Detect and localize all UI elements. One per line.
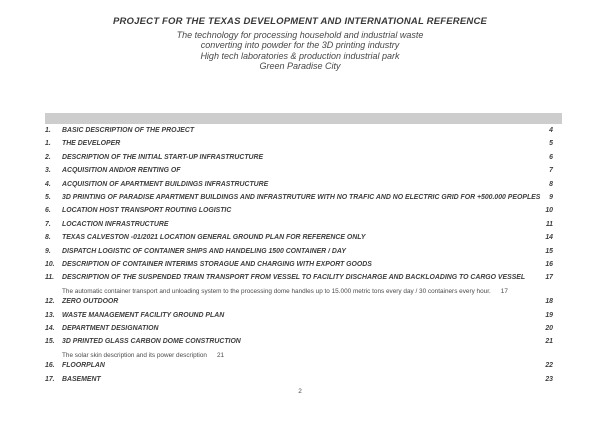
document-title: PROJECT FOR THE TEXAS DEVELOPMENT AND INTERNATIONAL REFERENCE: [112, 16, 488, 27]
subtitle-line: Green Paradise City: [259, 60, 341, 71]
toc-item-title: DESCRIPTION OF THE SUSPENDED TRAIN TRANSPORT FROM VESSEL TO FACILITY DISCHARGE AND BACKLOADING TO CARGO VESSEL: [62, 274, 526, 282]
toc-row: [45, 312, 553, 325]
toc-row: [45, 154, 553, 167]
toc-row: [45, 234, 553, 247]
document-header: [0, 16, 600, 71]
toc-item-title: LOCATION HOST TRANSPORT ROUTING LOGISTIC: [62, 207, 232, 215]
toc-item-title: DISPATCH LOGISTIC OF CONTAINER SHIPS AND HANDELING 1500 CONTAINER / DAY: [62, 247, 346, 255]
toc-row: [45, 167, 553, 180]
toc-item-title: DEPARTMENT DESIGNATION: [62, 325, 159, 333]
toc-note-text: The solar skin description and its power description: [62, 351, 207, 359]
toc-item-number: 1.: [45, 140, 51, 148]
toc-row: [45, 221, 553, 234]
toc-item-number: 2.: [45, 153, 51, 161]
toc-item-page: 10: [545, 207, 553, 215]
toc-item-page: 16: [545, 260, 553, 268]
subtitle-line: High tech laboratories & production industrial park: [200, 50, 400, 61]
subtitle-line: converting into powder for the 3D printing industry: [200, 40, 400, 51]
toc-row: [45, 207, 553, 220]
toc-item-page: 21: [545, 338, 553, 346]
toc-item-title: ACQUISITION OF APARTMENT BUILDINGS INFRASTRUCTURE: [62, 180, 269, 188]
toc-item-title: 3D PRINTED GLASS CARBON DOME CONSTRUCTION: [62, 338, 241, 346]
toc-item-number: 8.: [45, 234, 51, 242]
toc-item-page: 17: [545, 274, 553, 282]
toc-item-page: 15: [545, 247, 553, 255]
toc-row: [45, 325, 553, 338]
divider-band: [45, 113, 562, 124]
toc-item-title: ZERO OUTDOOR: [62, 298, 119, 306]
toc-item-number: 14.: [45, 325, 55, 333]
toc-item-number: 4.: [45, 180, 51, 188]
toc-row: [45, 261, 553, 274]
subtitle-line: The technology for processing household and industrial waste: [176, 30, 424, 40]
toc-item-page: 19: [545, 311, 553, 319]
toc-row: [45, 274, 553, 287]
toc-row: [45, 194, 553, 207]
toc-item-number: 12.: [45, 298, 55, 306]
toc-item-title: LOCACTION INFRASTRUCTURE: [62, 220, 169, 228]
footer-page-number: 2: [298, 388, 302, 395]
toc-item-number: 9.: [45, 247, 51, 255]
toc-item-title: WASTE MANAGEMENT FACILITY GROUND PLAN: [62, 311, 225, 319]
toc-item-page: 23: [545, 375, 553, 383]
toc-item-page: 18: [545, 298, 553, 306]
toc-item-page: 6: [549, 153, 553, 161]
toc-item-number: 10.: [45, 260, 55, 268]
toc-item-title: DESCRIPTION OF THE INITIAL START-UP INFRASTRUCTURE: [62, 153, 264, 161]
toc-row: [45, 298, 553, 311]
toc-item-title: FLOORPLAN: [62, 362, 105, 370]
toc-row: [45, 181, 553, 194]
toc-item-number: 3.: [45, 167, 51, 175]
toc-item-page: 22: [545, 362, 553, 370]
toc-item-number: 1.: [45, 127, 51, 134]
toc-item-title: TEXAS CALVESTON -01/2021 LOCATION GENERAL GROUND PLAN FOR REFERENCE ONLY: [62, 234, 366, 242]
toc-note-page: 21: [216, 351, 225, 359]
toc-item-number: 15.: [45, 338, 55, 346]
toc-item-number: 16.: [45, 362, 55, 370]
toc-item-number: 13.: [45, 311, 55, 319]
toc-item-title: 3D PRINTING OF PARADISE APARTMENT BUILDINGS AND INFRASTRUTURE WITH NO TRAFIC AND NO ELECTRIC GRID FOR +500.000 PEOPLES: [62, 193, 541, 201]
toc-item-page: 14: [545, 234, 553, 242]
toc-row: [45, 362, 553, 375]
toc-note-page: 17: [500, 287, 508, 295]
toc-item-note: [62, 352, 553, 363]
toc-item-page: 4: [549, 127, 553, 134]
toc-item-note: [62, 288, 553, 299]
toc-item-number: 6.: [45, 207, 51, 215]
toc-item-page: 7: [549, 167, 553, 175]
toc-item-number: 5.: [45, 193, 51, 201]
toc-item-title: BASIC DESCRIPTION OF THE PROJECT: [62, 127, 195, 134]
toc-item-title: THE DEVELOPER: [62, 140, 121, 148]
toc-item-page: 5: [549, 140, 553, 148]
toc-row: [45, 248, 553, 261]
toc-item-number: 11.: [45, 274, 55, 282]
toc-note-text: The automatic container transport and unloading system to the processing dome handles up to 15.000 metric tons every day / 30 containers every hour.: [62, 287, 491, 295]
toc-row: [45, 127, 553, 140]
toc-row: [45, 338, 553, 351]
toc-item-page: 20: [545, 325, 553, 333]
table-of-contents: [45, 127, 553, 389]
toc-item-page: 11: [545, 220, 553, 228]
toc-item-title: ACQUISITION AND/OR RENTING OF: [62, 167, 181, 175]
toc-item-title: BASEMENT: [62, 375, 101, 383]
toc-item-page: 9: [549, 193, 553, 201]
toc-item-number: 17.: [45, 375, 55, 383]
toc-row: [45, 140, 553, 153]
toc-item-title: DESCRIPTION OF CONTAINER INTERIMS STORAGUE AND CHARGING WITH EXPORT GOODS: [62, 260, 372, 268]
toc-item-number: 7.: [45, 220, 51, 228]
toc-item-page: 8: [549, 180, 553, 188]
